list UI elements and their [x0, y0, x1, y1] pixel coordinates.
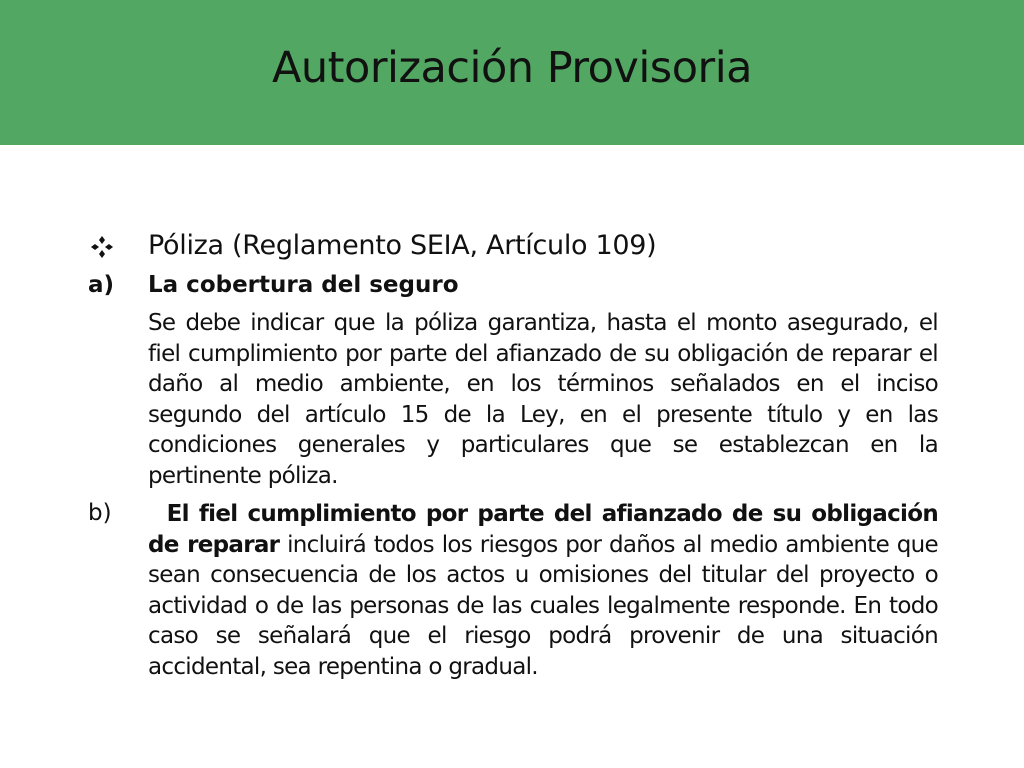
bullet-heading: Póliza (Reglamento SEIA, Artículo 109)	[148, 230, 657, 261]
item-a-paragraph: Se debe indicar que la póliza garantiza, hasta el monto asegurado, el fiel cumplimiento por parte del afianzado de su obligación de reparar el daño al medio ambiente, en los términos señalados en el inciso segundo del artículo 15 de la Ley, en el presente título y en las condiciones generales y particulares que se establezcan en la pertinente póliza.	[148, 310, 938, 489]
item-b-paragraph	[148, 499, 938, 682]
item-b-bold-text: El fiel cumplimiento por parte del afianzado de su obligación de reparar	[148, 501, 938, 558]
slide-title: Autorización Provisoria	[272, 43, 752, 93]
item-b-marker: b)	[88, 500, 112, 526]
item-a-title: La cobertura del seguro	[148, 272, 459, 298]
item-a-marker: a)	[88, 272, 115, 298]
item-b-text: incluirá todos los riesgos por daños al medio ambiente que sean consecuencia de los actos u omisiones del titular del proyecto o actividad o de las personas de las cuales legalmente responde. En todo caso se señalará que el riesgo podrá provenir de una situación accidental, sea repentina o gradual.	[148, 531, 938, 680]
diamond-bullet-icon	[90, 235, 114, 259]
bullet-heading-row	[88, 229, 948, 265]
